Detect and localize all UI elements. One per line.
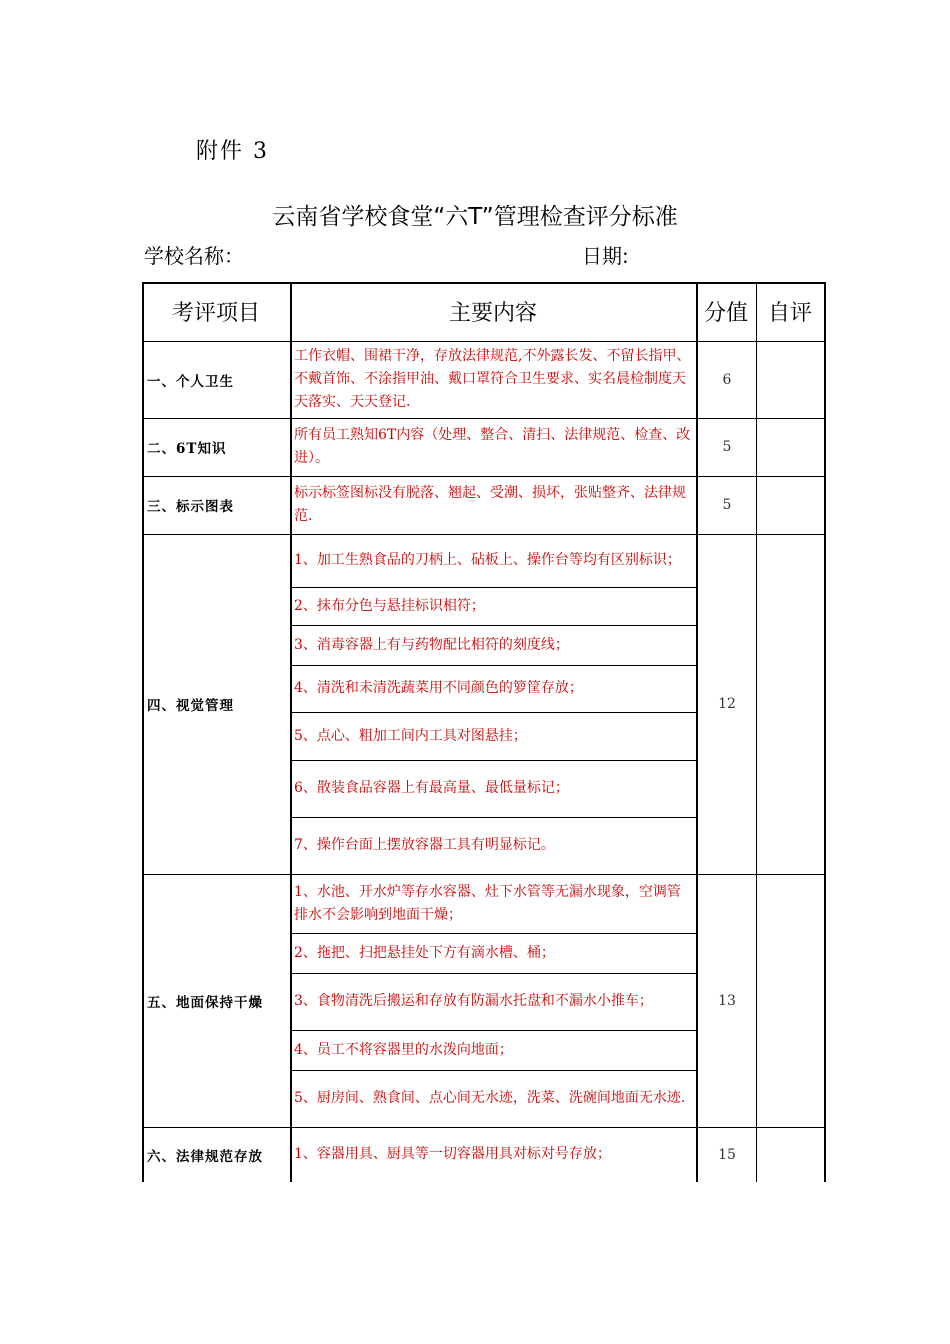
annex-label: 附件 3 <box>196 139 269 164</box>
header-score: 分值 <box>703 301 748 326</box>
self-eval-cell <box>757 874 824 1127</box>
content-item: 7、操作台面上摆放容器工具有明显标记。 <box>294 837 555 853</box>
content-item: 3、食物清洗后搬运和存放有防漏水托盘和不漏水小推车； <box>294 993 653 1009</box>
content-item: 所有员工熟知6T内容（处理、整合、清扫、法律规范、检查、改进）。 <box>294 427 691 466</box>
content-item: 标示标签图标没有脱落、翘起、受潮、损坏，张贴整齐、法律规范. <box>294 485 686 524</box>
self-eval-cell <box>757 534 824 874</box>
self-eval-cell <box>757 476 824 534</box>
header-content: 主要内容 <box>448 301 537 326</box>
content-item: 1、容器用具、厨具等一切容器用具对标对号存放； <box>294 1146 611 1162</box>
item-name: 五、地面保持干燥 <box>147 994 263 1011</box>
content-item: 4、清洗和未清洗蔬菜用不同颜色的箩筐存放； <box>294 680 583 696</box>
score-value: 13 <box>718 992 736 1009</box>
table-top-border <box>142 282 826 284</box>
content-item: 5、厨房间、熟食间、点心间无水迹，洗菜、洗碗间地面无水迹. <box>294 1090 686 1106</box>
header-self: 自评 <box>767 301 812 326</box>
header-item: 考评项目 <box>171 301 260 326</box>
content-item: 3、消毒容器上有与药物配比相符的刻度线； <box>294 636 569 653</box>
self-eval-cell <box>757 1127 824 1182</box>
school-name-label: 学校名称： <box>144 244 244 268</box>
item-name: 四、视觉管理 <box>147 698 234 714</box>
self-eval-cell <box>757 341 824 418</box>
item-name: 三、标示图表 <box>147 499 234 515</box>
content-item: 2、拖把、扫把悬挂处下方有滴水槽、桶； <box>294 944 555 961</box>
score-value: 5 <box>722 439 732 455</box>
table-right-border <box>824 282 826 1182</box>
date-label: 日期: <box>582 244 629 268</box>
document-title: 云南省学校食堂“六T”管理检查评分标准 <box>272 204 678 230</box>
item-name: 一、个人卫生 <box>147 373 234 390</box>
content-item: 6、散装食品容器上有最高量、最低量标记； <box>294 780 569 796</box>
item-name: 六、法律规范存放 <box>147 1148 263 1165</box>
self-eval-cell <box>757 418 824 476</box>
score-value: 5 <box>722 497 732 513</box>
content-item: 4、员工不将容器里的水泼向地面； <box>294 1041 513 1058</box>
content-item: 5、点心、粗加工间内工具对图悬挂； <box>294 727 527 744</box>
content-item: 工作衣帽、围裙干净，存放法律规范,不外露长发、不留长指甲、不戴首饰、不涂指甲油、戴口罩符合卫生要求、实名晨检制度天天落实、天天登记. <box>294 348 691 410</box>
score-value: 12 <box>718 696 736 712</box>
item-name: 二、6T知识 <box>147 441 227 457</box>
content-item: 1、水池、开水炉等存水容器、灶下水管等无漏水现象，空调管排水不会影响到地面干燥； <box>294 883 681 923</box>
score-value: 15 <box>718 1146 736 1163</box>
content-item: 1、加工生熟食品的刀柄上、砧板上、操作台等均有区别标识； <box>294 552 681 568</box>
content-item: 2、抹布分色与悬挂标识相符； <box>294 597 485 614</box>
score-value: 6 <box>722 371 732 388</box>
